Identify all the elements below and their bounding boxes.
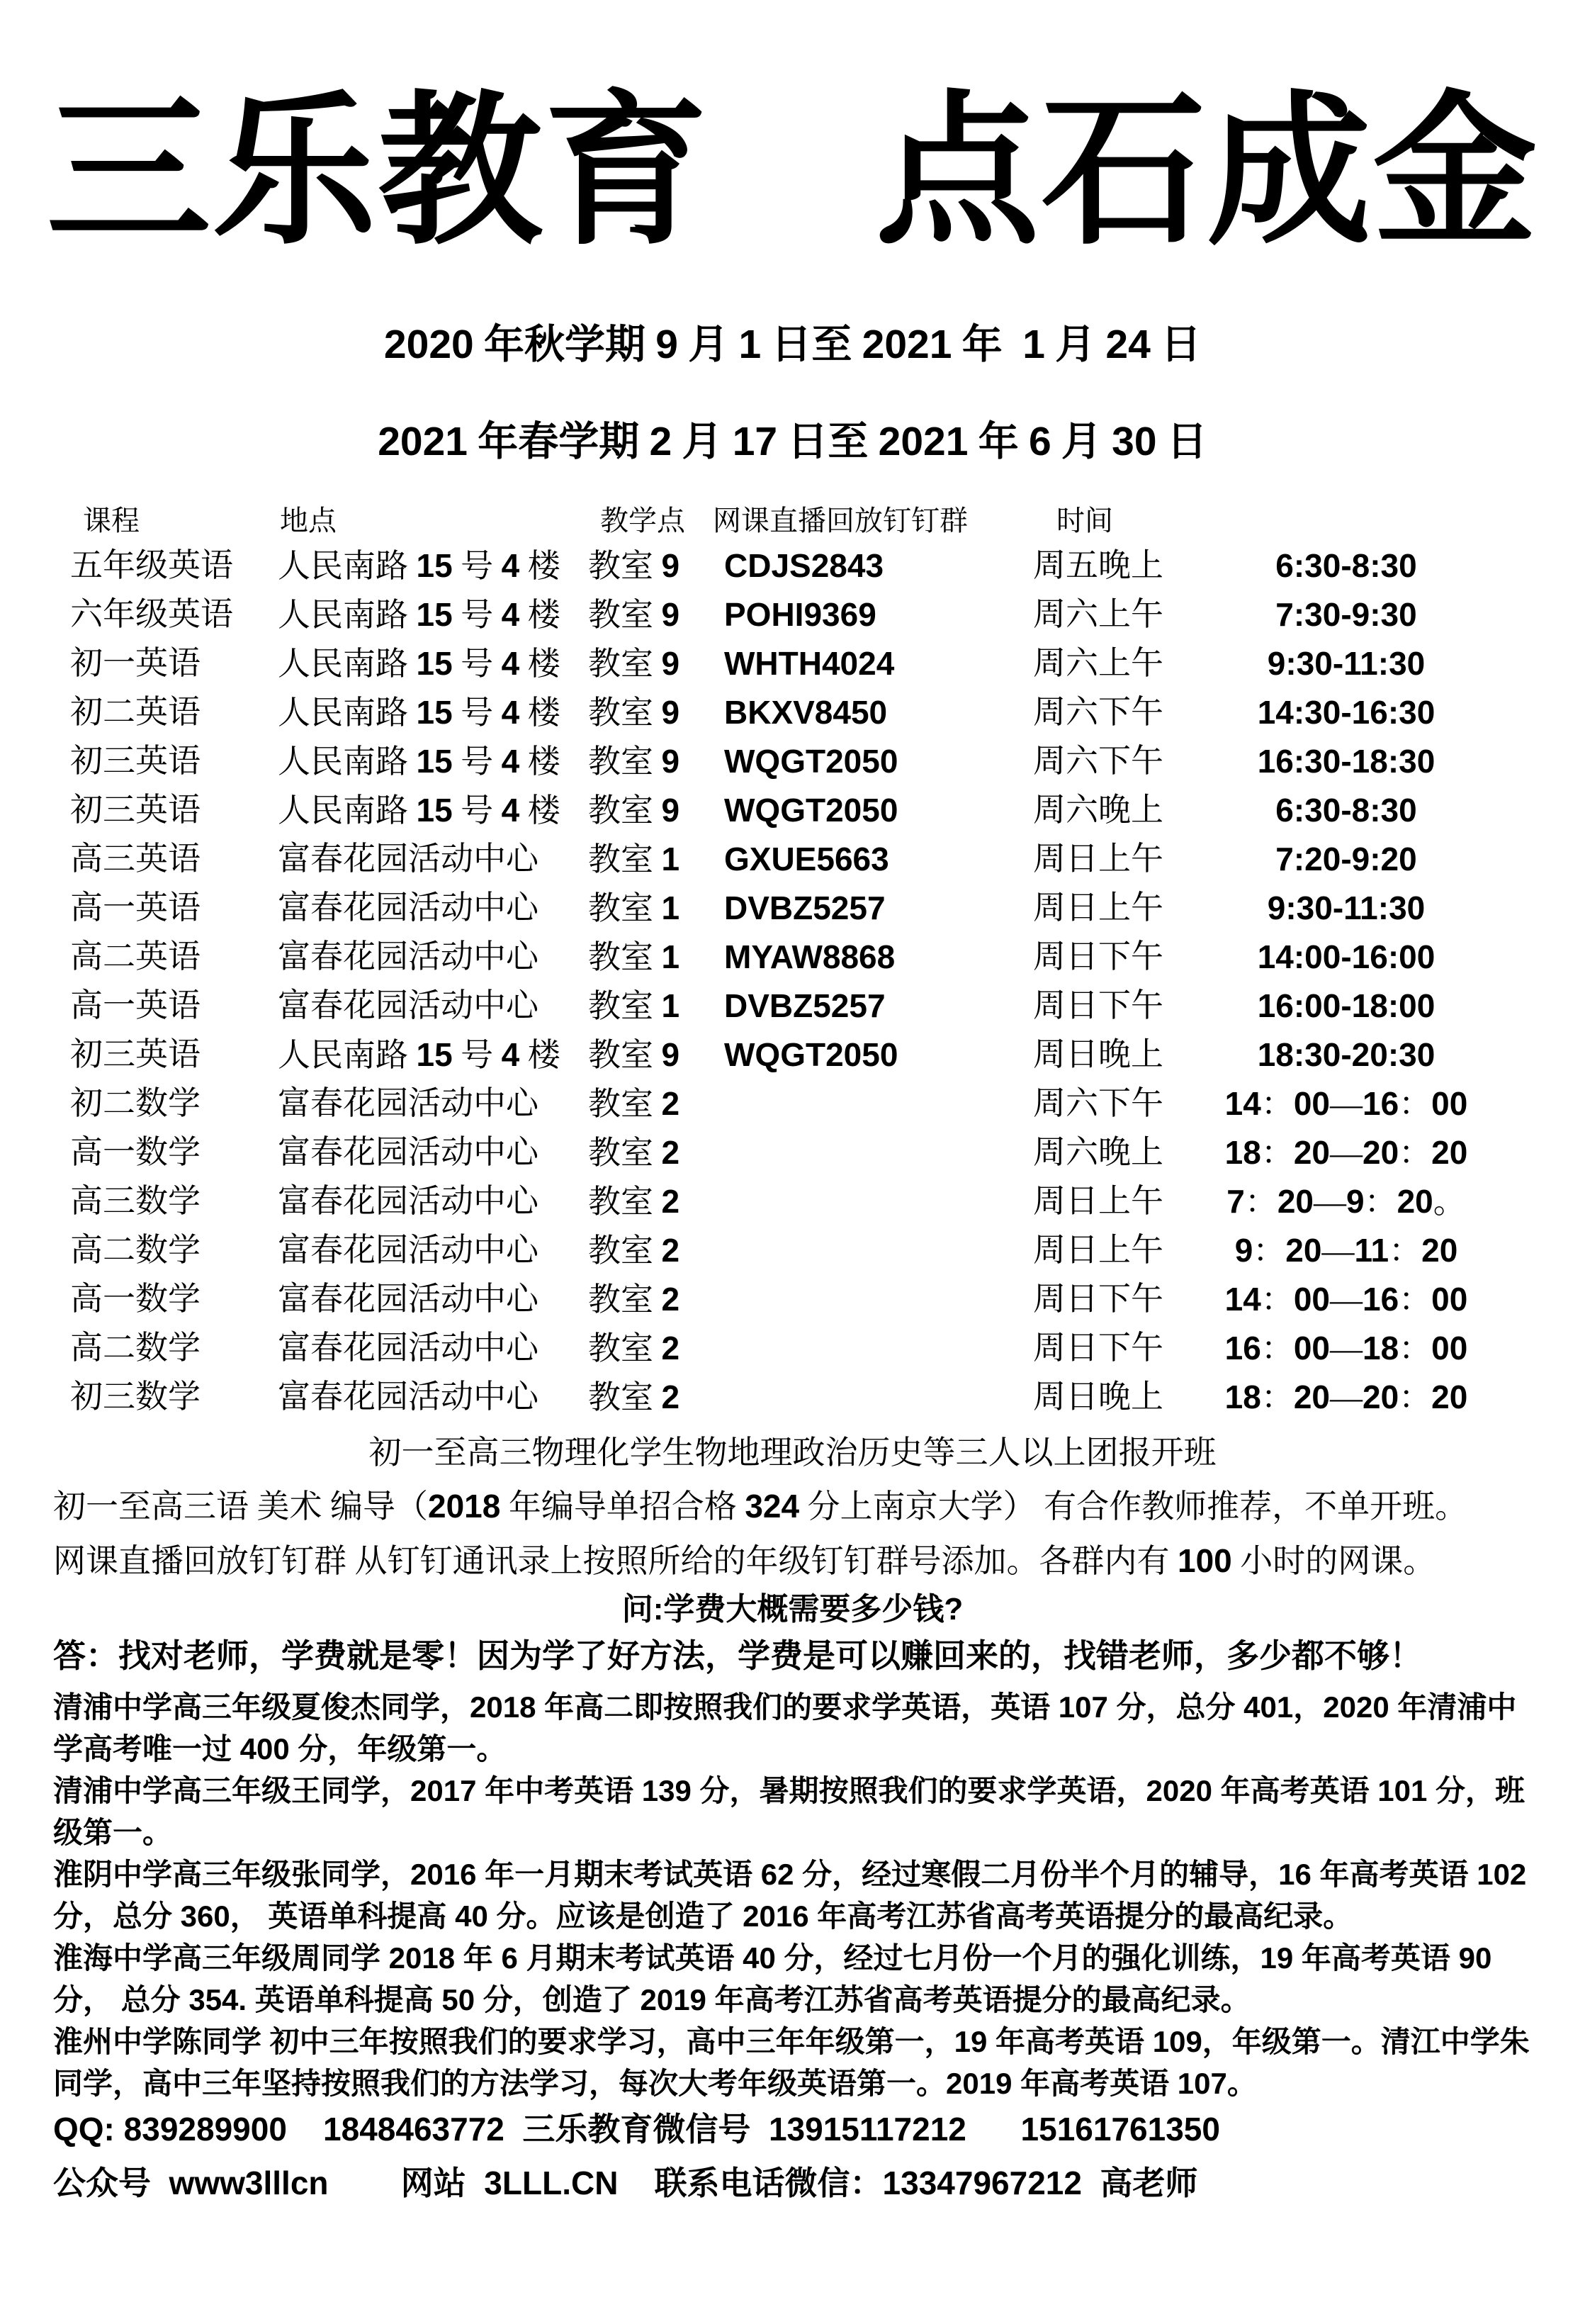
day-cell: 周日下午: [1033, 1330, 1163, 1366]
dingtalk-group-cell: CDJS2843: [724, 547, 884, 584]
location-cell: 富春花园活动中心: [278, 1183, 538, 1219]
day-cell: 周六下午: [1033, 1085, 1163, 1121]
location-cell: 人民南路 15 号 4 楼: [278, 743, 560, 780]
day-cell: 周六下午: [1033, 694, 1163, 730]
testimonial-stories: [53, 1686, 1532, 2104]
day-cell: 周日下午: [1033, 987, 1163, 1023]
room-cell: 教室 9: [588, 645, 680, 682]
table-row: [0, 790, 1585, 838]
day-cell: 周六上午: [1033, 596, 1163, 632]
day-cell: 周六晚上: [1033, 792, 1163, 828]
course-cell: 高二数学: [70, 1330, 201, 1366]
dingtalk-group-cell: WQGT2050: [724, 1036, 898, 1073]
course-cell: 高一数学: [70, 1281, 201, 1317]
time-cell: 18：20—20：20: [1224, 1379, 1468, 1415]
table-row: [0, 1132, 1585, 1181]
course-cell: 初三英语: [70, 1036, 201, 1072]
course-cell: 六年级英语: [70, 596, 233, 632]
semester-line-autumn: 2020 年秋学期 9 月 1 日至 2021 年 1 月 24 日: [383, 322, 1202, 367]
time-cell: 6:30-8:30: [1275, 792, 1417, 829]
course-cell: 高一英语: [70, 889, 201, 926]
note-subjects: 初一至高三语 美术 编导（2018 年编导单招合格 324 分上南京大学） 有合作教师推荐，不单开班。: [53, 1488, 1468, 1525]
time-cell: 7：20—9：20。: [1226, 1183, 1466, 1220]
room-cell: 教室 9: [588, 596, 680, 633]
room-cell: 教室 1: [588, 987, 680, 1024]
location-cell: 人民南路 15 号 4 楼: [278, 792, 560, 829]
time-cell: 18：20—20：20: [1224, 1134, 1468, 1171]
time-cell: 14：00—16：00: [1224, 1085, 1468, 1122]
day-cell: 周日晚上: [1033, 1036, 1163, 1072]
day-cell: 周日上午: [1033, 841, 1163, 877]
schedule-header-row: [0, 498, 1585, 539]
time-cell: 14:00-16:00: [1257, 938, 1435, 975]
column-header-site: 教学点: [600, 505, 685, 537]
column-header-course: 课程: [83, 505, 140, 537]
room-cell: 教室 2: [588, 1330, 680, 1366]
table-row: [0, 1034, 1585, 1083]
room-cell: 教室 9: [588, 792, 680, 829]
table-row: [0, 887, 1585, 936]
dingtalk-group-cell: GXUE5663: [724, 841, 889, 877]
table-row: [0, 692, 1585, 741]
table-row: [0, 936, 1585, 985]
table-row: [0, 1376, 1585, 1425]
location-cell: 富春花园活动中心: [278, 1330, 538, 1366]
location-cell: 人民南路 15 号 4 楼: [278, 547, 560, 584]
table-row: [0, 643, 1585, 692]
room-cell: 教室 2: [588, 1232, 680, 1269]
story-paragraph: 清浦中学高三年级王同学，2017 年中考英语 139 分，暑期按照我们的要求学英语，2020 年高考英语 101 分，班级第一。: [53, 1774, 1525, 1849]
table-row: [0, 741, 1585, 790]
semester-line-spring: 2021 年春学期 2 月 17 日至 2021 年 6 月 30 日: [378, 419, 1207, 464]
course-cell: 初三英语: [70, 792, 201, 828]
course-cell: 高一数学: [70, 1134, 201, 1170]
day-cell: 周日下午: [1033, 938, 1163, 975]
note-dingtalk: 网课直播回放钉钉群 从钉钉通讯录上按照所给的年级钉钉群号添加。各群内有 100 小时的网课。: [53, 1542, 1436, 1579]
time-cell: 7:20-9:20: [1275, 841, 1417, 877]
time-cell: 14：00—16：00: [1224, 1281, 1468, 1318]
location-cell: 富春花园活动中心: [278, 889, 538, 926]
room-cell: 教室 1: [588, 889, 680, 926]
column-header-location: 地点: [280, 505, 337, 537]
course-cell: 初一英语: [70, 645, 201, 681]
table-row: [0, 594, 1585, 643]
course-cell: 初三英语: [70, 743, 201, 779]
course-cell: 五年级英语: [70, 547, 233, 583]
location-cell: 富春花园活动中心: [278, 1232, 538, 1268]
dingtalk-group-cell: BKXV8450: [724, 694, 888, 731]
course-cell: 初二数学: [70, 1085, 201, 1121]
day-cell: 周日下午: [1033, 1281, 1163, 1317]
qa-question: 问:学费大概需要多少钱?: [621, 1592, 964, 1627]
course-cell: 高一英语: [70, 987, 201, 1023]
location-cell: 富春花园活动中心: [278, 841, 538, 877]
course-cell: 高三数学: [70, 1183, 201, 1219]
location-cell: 人民南路 15 号 4 楼: [278, 1036, 560, 1073]
time-cell: 18:30-20:30: [1257, 1036, 1435, 1073]
room-cell: 教室 2: [588, 1281, 680, 1318]
day-cell: 周日上午: [1033, 1232, 1163, 1268]
story-paragraph: 淮海中学高三年级周同学 2018 年 6 月期末考试英语 40 分，经过七月份一个月的强化训练，19 年高考英语 90 分， 总分 354. 英语单科提高 50 分，创造了 2019 年高考江苏省高考英语提分的最高纪录。: [53, 1941, 1492, 2016]
room-cell: 教室 2: [588, 1085, 680, 1122]
time-cell: 14:30-16:30: [1257, 694, 1435, 731]
location-cell: 富春花园活动中心: [278, 1085, 538, 1121]
schedule-table: [0, 545, 1585, 1425]
time-cell: 6:30-8:30: [1275, 547, 1417, 584]
course-cell: 高二数学: [70, 1232, 201, 1268]
contact-qq-line: QQ: 839289900 1848463772 三乐教育微信号 13915117212 15161761350: [53, 2111, 1220, 2148]
table-row: [0, 985, 1585, 1034]
story-paragraph: 淮州中学陈同学 初中三年按照我们的要求学习，高中三年年级第一，19 年高考英语 109，年级第一。清江中学朱同学，高中三年坚持按照我们的方法学习，每次大考年级英语第一。2019 年高考英语 107。: [53, 2025, 1530, 2100]
day-cell: 周六上午: [1033, 645, 1163, 681]
course-cell: 高二英语: [70, 938, 201, 975]
location-cell: 人民南路 15 号 4 楼: [278, 694, 560, 731]
table-row: [0, 1230, 1585, 1279]
time-cell: 9:30-11:30: [1267, 889, 1426, 926]
qa-answer: 答：找对老师，学费就是零！因为学了好方法，学费是可以赚回来的，找错老师，多少都不够！: [53, 1637, 1422, 1674]
room-cell: 教室 9: [588, 547, 680, 584]
day-cell: 周日上午: [1033, 889, 1163, 926]
note-group-enroll: 初一至高三物理化学生物地理政治历史等三人以上团报开班: [368, 1435, 1217, 1471]
day-cell: 周日晚上: [1033, 1379, 1163, 1415]
location-cell: 富春花园活动中心: [278, 1134, 538, 1170]
day-cell: 周五晚上: [1033, 547, 1163, 583]
location-cell: 富春花园活动中心: [278, 1281, 538, 1317]
column-header-time: 时间: [1056, 505, 1113, 537]
room-cell: 教室 2: [588, 1183, 680, 1220]
location-cell: 富春花园活动中心: [278, 1379, 538, 1415]
dingtalk-group-cell: WQGT2050: [724, 743, 898, 780]
course-cell: 初二英语: [70, 694, 201, 730]
time-cell: 9：20—11：20: [1234, 1232, 1458, 1269]
dingtalk-group-cell: POHI9369: [724, 596, 876, 633]
education-flyer: [0, 79, 1585, 2324]
page-title: 三乐教育 点石成金: [46, 82, 1539, 264]
table-row: [0, 545, 1585, 594]
location-cell: 人民南路 15 号 4 楼: [278, 645, 560, 682]
room-cell: 教室 2: [588, 1379, 680, 1415]
location-cell: 人民南路 15 号 4 楼: [278, 596, 560, 633]
time-cell: 16:30-18:30: [1257, 743, 1435, 780]
course-cell: 高三英语: [70, 841, 201, 877]
column-header-dingtalk-group: 网课直播回放钉钉群: [713, 505, 968, 537]
dingtalk-group-cell: WQGT2050: [724, 792, 898, 829]
room-cell: 教室 1: [588, 841, 680, 877]
time-cell: 16：00—18：00: [1224, 1330, 1468, 1366]
table-row: [0, 1327, 1585, 1376]
story-paragraph: 清浦中学高三年级夏俊杰同学，2018 年高二即按照我们的要求学英语，英语 107 分，总分 401，2020 年清浦中学高考唯一过 400 分，年级第一。: [53, 1690, 1517, 1766]
table-row: [0, 1181, 1585, 1230]
day-cell: 周日上午: [1033, 1183, 1163, 1219]
dingtalk-group-cell: DVBZ5257: [724, 987, 886, 1024]
room-cell: 教室 9: [588, 743, 680, 780]
dingtalk-group-cell: MYAW8868: [724, 938, 896, 975]
dingtalk-group-cell: WHTH4024: [724, 645, 895, 682]
room-cell: 教室 1: [588, 938, 680, 975]
table-row: [0, 838, 1585, 887]
course-cell: 初三数学: [70, 1379, 201, 1415]
room-cell: 教室 2: [588, 1134, 680, 1171]
room-cell: 教室 9: [588, 694, 680, 731]
story-paragraph: 淮阴中学高三年级张同学，2016 年一月期末考试英语 62 分，经过寒假二月份半个月的辅导，16 年高考英语 102 分，总分 360， 英语单科提高 40 分。应该是创造了 2016 年高考江苏省高考英语提分的最高纪录。: [53, 1858, 1527, 1933]
table-row: [0, 1279, 1585, 1327]
time-cell: 7:30-9:30: [1275, 596, 1417, 633]
location-cell: 富春花园活动中心: [278, 987, 538, 1023]
day-cell: 周六下午: [1033, 743, 1163, 779]
time-cell: 16:00-18:00: [1257, 987, 1435, 1024]
location-cell: 富春花园活动中心: [278, 938, 538, 975]
dingtalk-group-cell: DVBZ5257: [724, 889, 886, 926]
table-row: [0, 1083, 1585, 1132]
time-cell: 9:30-11:30: [1267, 645, 1426, 682]
contact-web-line: 公众号 www3lllcn 网站 3LLL.CN 联系电话微信：13347967212 高老师: [53, 2165, 1198, 2201]
room-cell: 教室 9: [588, 1036, 680, 1073]
day-cell: 周六晚上: [1033, 1134, 1163, 1170]
